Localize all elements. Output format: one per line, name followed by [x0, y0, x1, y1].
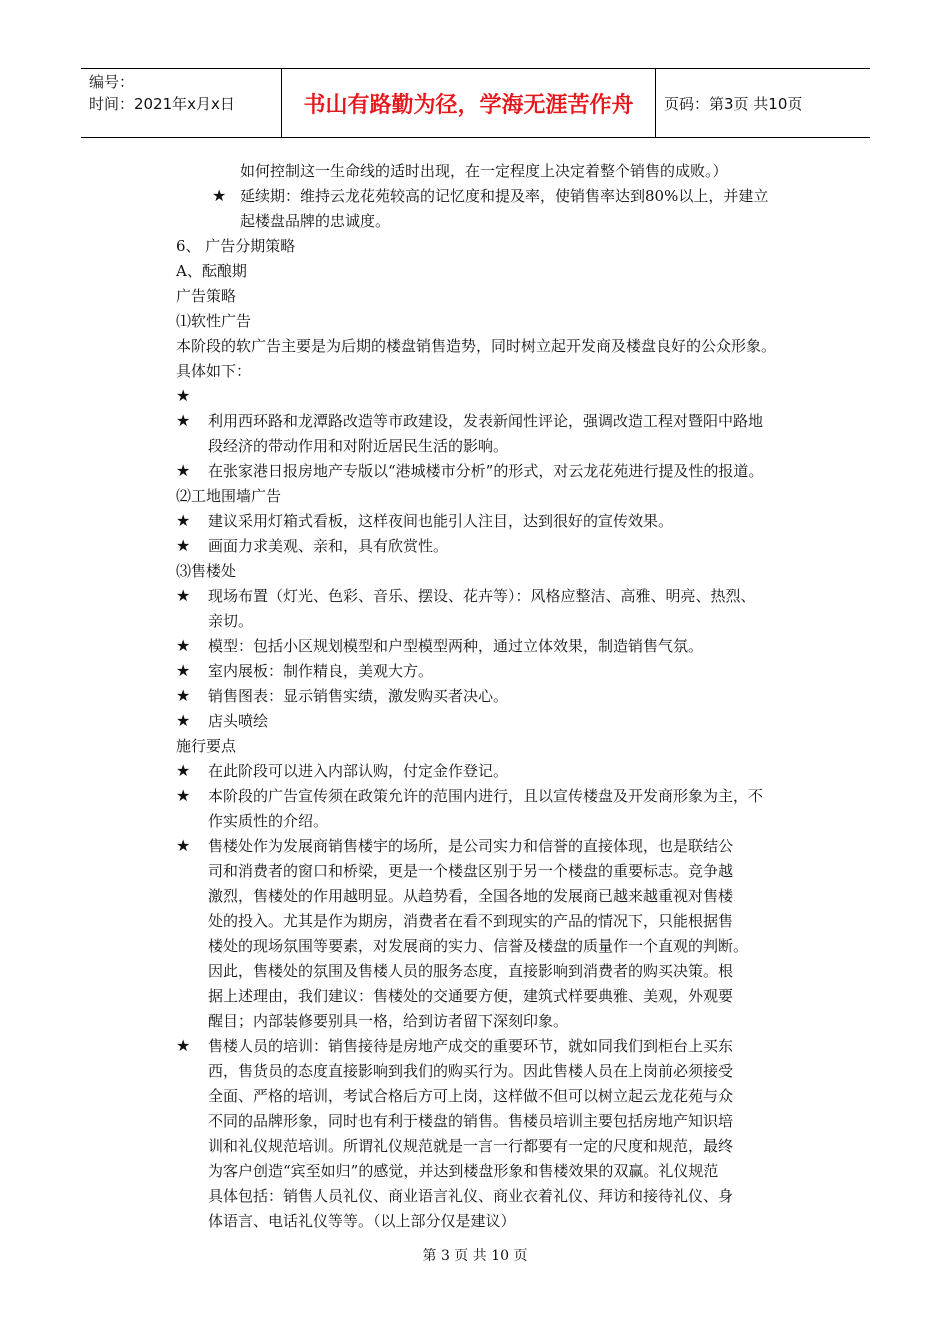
header-meta [81, 69, 281, 137]
paragraph-line: 本阶段的广告宣传须在政策允许的范围内进行，且以宣传楼盘及开发商形象为主，不 [208, 787, 764, 805]
paragraph-line: 售楼处作为发展商销售楼宇的场所，是公司实力和信誉的直接体现，也是联结公 [208, 837, 734, 855]
page-header [81, 68, 870, 138]
header-page-number: 页码：第3页 共10页 [664, 94, 803, 113]
paragraph-line: 室内展板：制作精良，美观大方。 [208, 662, 434, 680]
paragraph-line: 激烈，售楼处的作用越明显。从趋势看，全国各地的发展商已越来越重视对售楼 [208, 887, 734, 905]
header-motto: 书山有路勤为径，学海无涯苦作舟 [281, 69, 656, 137]
bullet-star-icon: ★ [176, 761, 191, 780]
bullet-star-icon: ★ [176, 711, 191, 730]
document-number: 编号： [89, 73, 135, 91]
paragraph-line: A、酝酿期 [176, 262, 247, 280]
paragraph-line: 店头喷绘 [208, 712, 269, 730]
paragraph-line: 6、 广告分期策略 [176, 237, 296, 255]
page-footer: 第 3 页 共 10 页 [422, 1248, 528, 1264]
paragraph-line: 利用西环路和龙潭路改造等市政建设，发表新闻性评论，强调改造工程对暨阳中路地 [208, 412, 764, 430]
paragraph-line: 建议采用灯箱式看板，这样夜间也能引人注目，达到很好的宣传效果。 [208, 512, 674, 530]
bullet-star-icon: ★ [212, 186, 227, 205]
paragraph-line: 据上述理由，我们建议：售楼处的交通要方便，建筑式样要典雅、美观，外观要 [208, 987, 734, 1005]
bullet-star-icon: ★ [176, 386, 191, 405]
paragraph-line: 司和消费者的窗口和桥梁，更是一个楼盘区别于另一个楼盘的重要标志。竞争越 [208, 862, 734, 880]
paragraph-line: 训和礼仪规范培训。所谓礼仪规范就是一言一行都要有一定的尺度和规范，最终 [208, 1137, 734, 1155]
paragraph-line: ⑶售楼处 [176, 562, 237, 580]
paragraph-line: 售楼人员的培训：销售接待是房地产成交的重要环节，就如同我们到柜台上买东 [208, 1037, 734, 1055]
paragraph-line: 具体包括：销售人员礼仪、商业语言礼仪、商业衣着礼仪、拜访和接待礼仪、身 [208, 1187, 734, 1205]
bullet-star-icon: ★ [176, 411, 191, 430]
bullet-star-icon: ★ [176, 661, 191, 680]
paragraph-line: 为客户创造“宾至如归”的感觉，并达到楼盘形象和售楼效果的双赢。礼仪规范 [208, 1162, 719, 1180]
paragraph-line: 醒目；内部装修要别具一格，给到访者留下深刻印象。 [208, 1012, 569, 1030]
paragraph-line: 销售图表：显示销售实绩，激发购买者决心。 [208, 687, 509, 705]
paragraph-line: 起楼盘品牌的忠诚度。 [240, 212, 391, 230]
paragraph-line: 不同的品牌形象，同时也有利于楼盘的销售。售楼员培训主要包括房地产知识培 [208, 1112, 734, 1130]
bullet-star-icon: ★ [176, 686, 191, 705]
paragraph-line: 全面、严格的培训，考试合格后方可上岗，这样做不但可以树立起云龙花苑与众 [208, 1087, 734, 1105]
paragraph-line: 段经济的带动作用和对附近居民生活的影响。 [208, 437, 509, 455]
paragraph-line: 在张家港日报房地产专版以“港城楼市分析”的形式，对云龙花苑进行提及性的报道。 [208, 462, 764, 480]
paragraph-line: 广告策略 [176, 287, 237, 305]
paragraph-line: 本阶段的软广告主要是为后期的楼盘销售造势，同时树立起开发商及楼盘良好的公众形象。 [176, 337, 777, 355]
paragraph-line: 在此阶段可以进入内部认购，付定金作登记。 [208, 762, 509, 780]
bullet-star-icon: ★ [176, 836, 191, 855]
bullet-star-icon: ★ [176, 586, 191, 605]
bullet-star-icon: ★ [176, 786, 191, 805]
paragraph-line: 现场布置（灯光、色彩、音乐、摆设、花卉等）：风格应整洁、高雅、明亮、热烈、 [208, 587, 756, 605]
paragraph-line: 处的投入。尤其是作为期房，消费者在看不到现实的产品的情况下，只能根据售 [208, 912, 734, 930]
paragraph-line: 体语言、电话礼仪等等。（以上部分仅是建议） [208, 1212, 516, 1230]
paragraph-line: 西，售货员的态度直接影响到我们的购买行为。因此售楼人员在上岗前必须接受 [208, 1062, 734, 1080]
paragraph-line: 亲切。 [208, 612, 254, 630]
paragraph-line: ⑴软性广告 [176, 312, 252, 330]
bullet-star-icon: ★ [176, 461, 191, 480]
bullet-star-icon: ★ [176, 1036, 191, 1055]
paragraph-line: 具体如下： [176, 362, 252, 380]
document-date: 时间：2021年x月x日 [89, 95, 235, 113]
paragraph-line: 楼处的现场氛围等要素，对发展商的实力、信誉及楼盘的质量作一个直观的判断。 [208, 937, 749, 955]
paragraph-line: 如何控制这一生命线的适时出现，在一定程度上决定着整个销售的成败。） [240, 162, 728, 180]
paragraph-line: 因此，售楼处的氛围及售楼人员的服务态度，直接影响到消费者的购买决策。根 [208, 962, 734, 980]
paragraph-line: 施行要点 [176, 737, 237, 755]
paragraph-line: 画面力求美观、亲和，具有欣赏性。 [208, 537, 449, 555]
paragraph-line: 模型：包括小区规划模型和户型模型两种，通过立体效果，制造销售气氛。 [208, 637, 704, 655]
bullet-star-icon: ★ [176, 536, 191, 555]
paragraph-line: 延续期：维持云龙花苑较高的记忆度和提及率，使销售率达到80%以上，并建立 [240, 187, 769, 205]
paragraph-line: ⑵工地围墙广告 [176, 487, 282, 505]
bullet-star-icon: ★ [176, 511, 191, 530]
paragraph-line: 作实质性的介绍。 [208, 812, 329, 830]
bullet-star-icon: ★ [176, 636, 191, 655]
